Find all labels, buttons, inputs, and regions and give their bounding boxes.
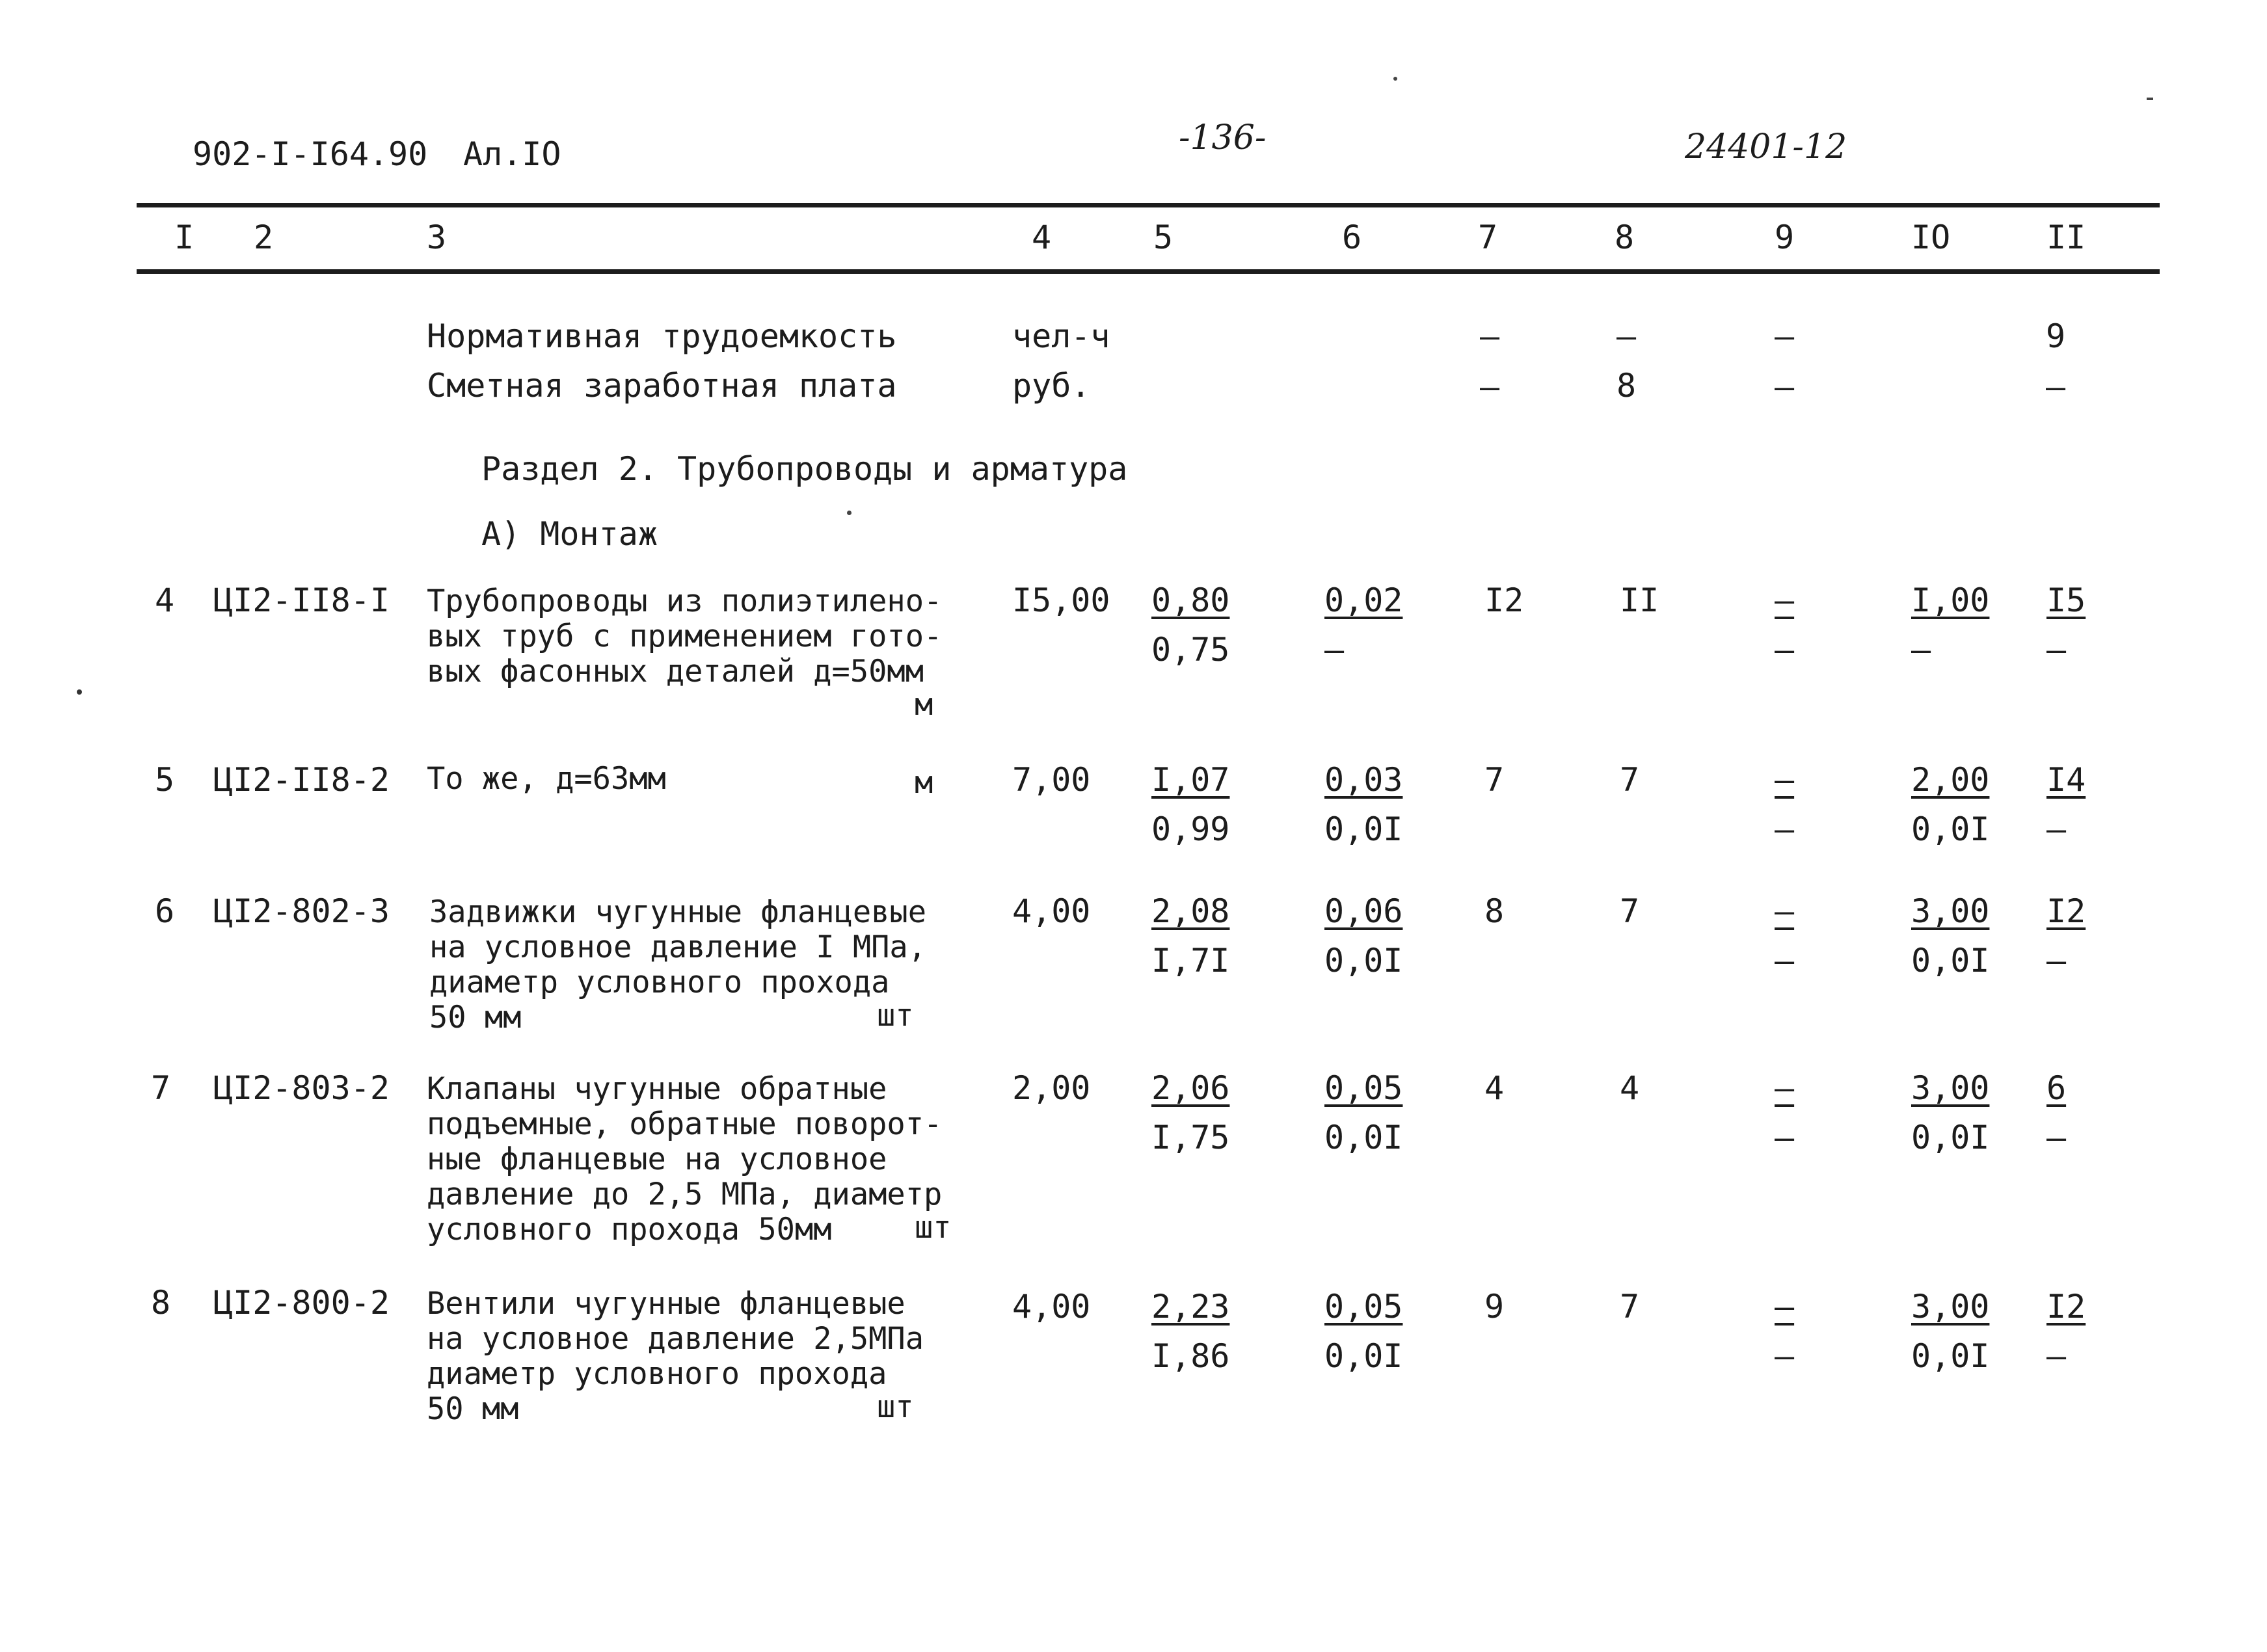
col8-value: 4 [1620,1069,1640,1107]
col10-top: 3,00 [1911,1288,1990,1326]
col11-bottom: – [2046,942,2067,979]
column-header: II [2046,219,2086,256]
row-code: ЦI2-II8-I [213,581,390,619]
col11-top: I2 [2046,892,2086,930]
summary-col7: – [1480,368,1500,406]
col11-bottom: – [2046,1119,2067,1156]
summary-col7: – [1480,317,1500,355]
col9-bottom: – [1775,1337,1795,1375]
summary-col9: – [1775,317,1795,355]
row-number: 4 [155,581,175,619]
col7-value: 9 [1484,1288,1505,1326]
row-description: Задвижки чугунные фланцевые на условное давление I МПа, диаметр условного прохода 50 мм [429,894,927,1035]
col8-value: 7 [1620,761,1640,799]
column-header: 9 [1775,219,1795,256]
column-header: IO [1911,219,1951,256]
row-quantity: 4,00 [1012,892,1091,930]
column-header: 7 [1478,219,1498,256]
row-number: 8 [151,1284,171,1322]
header-bottom-rule [137,269,2160,274]
row-quantity: 7,00 [1012,761,1091,799]
scan-speck [1393,77,1397,81]
col5-top: 2,23 [1151,1288,1230,1326]
row-code: ЦI2-803-2 [213,1069,390,1107]
summary-col11: 9 [2046,317,2066,355]
col11-bottom: – [2046,631,2067,669]
col7-value: 8 [1484,892,1505,930]
row-number: 5 [155,761,175,799]
col8-value: II [1620,581,1659,619]
col9-top: – [1775,581,1795,619]
col6-top: 0,02 [1324,581,1403,619]
page-number: -136- [1179,118,1267,157]
row-description: Клапаны чугунные обратные подъемные, обратные поворот- ные фланцевые на условное давление до 2,5 МПа, диаметр условного прохода 50мм [427,1071,943,1247]
col10-top: I,00 [1911,581,1990,619]
sheet-number: 24401-12 [1685,127,1847,167]
row-description: То же, д=63мм [427,761,666,797]
col10-bottom: – [1911,631,1931,669]
col11-bottom: – [2046,1337,2067,1375]
column-header: I [174,219,195,256]
document-code: 902-I-I64.90 [193,135,428,173]
col5-bottom: I,75 [1151,1119,1230,1156]
col6-top: 0,06 [1324,892,1403,930]
row-code: ЦI2-II8-2 [213,761,390,799]
row-quantity: I5,00 [1012,581,1110,619]
col5-top: 2,06 [1151,1069,1230,1107]
col5-top: 2,08 [1151,892,1230,930]
row-description: Трубопроводы из полиэтилено- вых труб с применением гото- вых фасонных деталей д=50мм [427,583,943,689]
column-header: 2 [254,219,274,256]
col10-bottom: 0,0I [1911,1337,1990,1375]
col6-top: 0,05 [1324,1069,1403,1107]
column-header: 8 [1615,219,1635,256]
col10-bottom: 0,0I [1911,810,1990,848]
column-header: 5 [1153,219,1174,256]
col10-top: 2,00 [1911,761,1990,799]
scan-speck [77,689,82,695]
col8-value: 7 [1620,892,1640,930]
row-quantity: 4,00 [1012,1288,1091,1326]
col11-top: I2 [2046,1288,2086,1326]
column-header: 3 [427,219,447,256]
col6-top: 0,05 [1324,1288,1403,1326]
col5-bottom: I,86 [1151,1337,1230,1375]
col5-bottom: 0,99 [1151,810,1230,848]
col10-top: 3,00 [1911,892,1990,930]
col9-bottom: – [1775,810,1795,848]
summary-unit: чел-ч [1012,317,1110,355]
col9-bottom: – [1775,631,1795,669]
col10-bottom: 0,0I [1911,942,1990,979]
column-header: 4 [1032,219,1052,256]
col10-top: 3,00 [1911,1069,1990,1107]
col11-top: 6 [2046,1069,2067,1107]
col11-top: I4 [2046,761,2086,799]
col7-value: 4 [1484,1069,1505,1107]
col6-bottom: – [1324,631,1345,669]
row-unit: м [915,687,933,723]
scan-speck [847,511,852,515]
row-description: Вентили чугунные фланцевые на условное давление 2,5МПа диаметр условного прохода 50 мм [427,1286,924,1427]
column-header: 6 [1342,219,1362,256]
summary-col11: – [2046,368,2066,406]
col11-top: I5 [2046,581,2086,619]
col7-value: I2 [1484,581,1524,619]
col6-bottom: 0,0I [1324,1337,1403,1375]
col5-bottom: 0,75 [1151,631,1230,669]
row-code: ЦI2-800-2 [213,1284,390,1322]
col6-bottom: 0,0I [1324,1119,1403,1156]
col9-top: – [1775,761,1795,799]
row-number: 7 [151,1069,171,1107]
col11-bottom: – [2046,810,2067,848]
col10-bottom: 0,0I [1911,1119,1990,1156]
row-unit: шт [877,998,914,1033]
col6-bottom: 0,0I [1324,810,1403,848]
col9-top: – [1775,1288,1795,1326]
summary-label: Сметная заработная плата [427,367,897,405]
scan-speck [2147,98,2153,100]
col9-bottom: – [1775,942,1795,979]
col7-value: 7 [1484,761,1505,799]
summary-col8: – [1616,317,1637,355]
summary-col8: 8 [1616,367,1637,405]
row-unit: шт [877,1389,914,1425]
summary-col9: – [1775,368,1795,406]
col5-top: I,07 [1151,761,1230,799]
col9-top: – [1775,1069,1795,1107]
section-subtitle: А) Монтаж [481,515,658,553]
col6-top: 0,03 [1324,761,1403,799]
summary-unit: руб. [1012,367,1091,405]
col5-top: 0,80 [1151,581,1230,619]
col5-bottom: I,7I [1151,942,1230,979]
row-code: ЦI2-802-3 [213,892,390,930]
row-unit: шт [915,1210,952,1246]
col9-bottom: – [1775,1119,1795,1156]
album-number: Ал.IO [463,135,561,173]
row-unit: м [915,765,933,801]
table-top-rule [137,203,2160,207]
row-quantity: 2,00 [1012,1069,1091,1107]
col9-top: – [1775,892,1795,930]
col6-bottom: 0,0I [1324,942,1403,979]
summary-label: Нормативная трудоемкость [427,317,897,355]
section-title: Раздел 2. Трубопроводы и арматура [481,450,1128,488]
col8-value: 7 [1620,1288,1640,1326]
row-number: 6 [155,892,175,930]
